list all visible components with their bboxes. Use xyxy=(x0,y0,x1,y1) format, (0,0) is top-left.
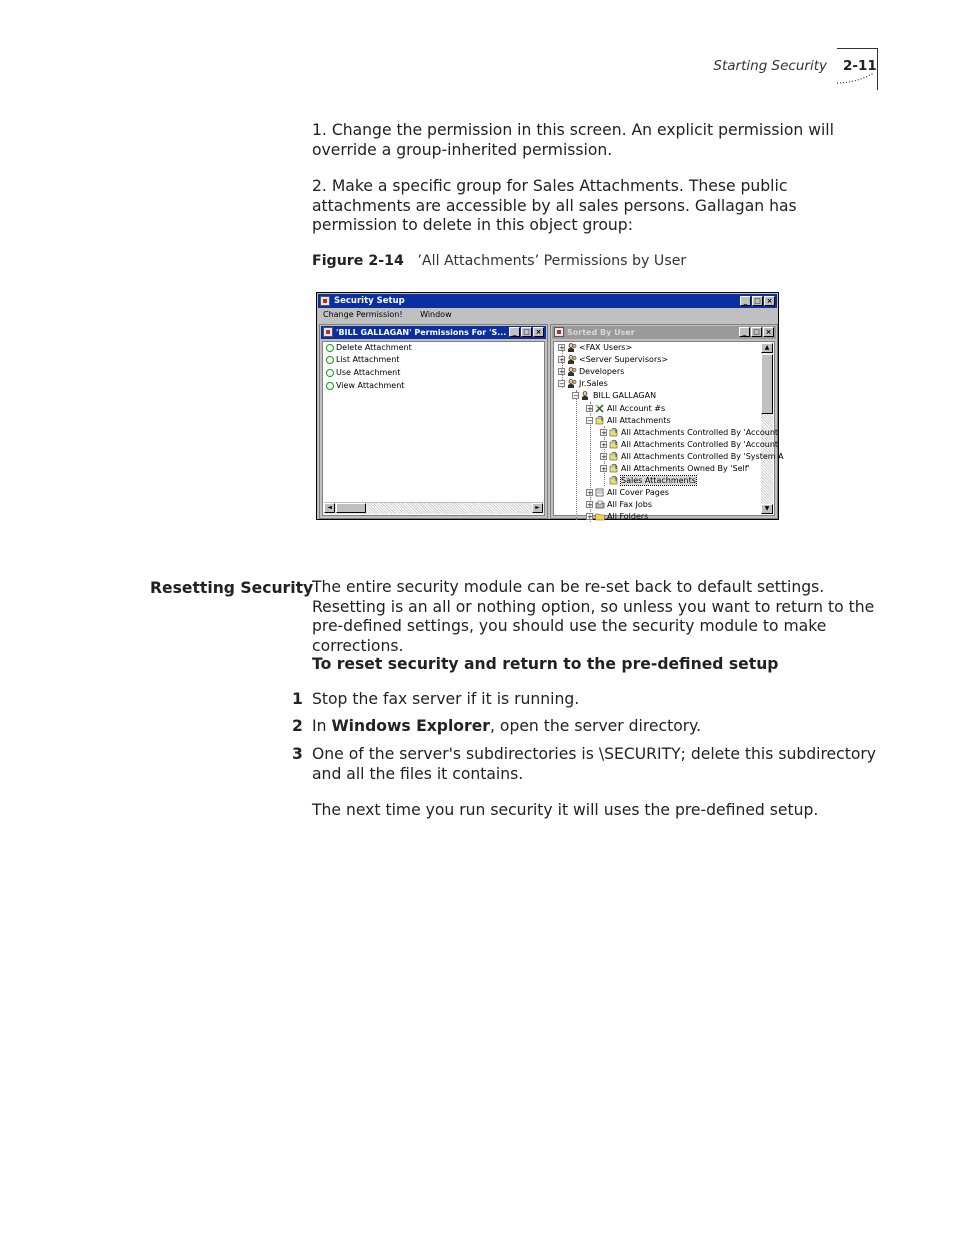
tree-item-label: All Attachments Controlled By 'System A xyxy=(621,451,784,461)
cover-page-icon xyxy=(595,488,607,497)
permission-item[interactable]: View Attachment xyxy=(326,380,404,392)
scroll-left-arrow-icon[interactable]: ◄ xyxy=(324,503,335,513)
collapse-icon[interactable]: − xyxy=(587,416,593,425)
intro-paragraph-2: 2. Make a specific group for Sales Attachments. These public attachments are accessible by all sales persons. Gallagan has permission to delete in this object group: xyxy=(312,177,797,235)
step-number: 2 xyxy=(292,717,303,735)
scroll-down-arrow-icon[interactable]: ▼ xyxy=(761,504,773,514)
expand-icon[interactable]: + xyxy=(587,489,593,498)
collapse-icon[interactable]: − xyxy=(559,380,565,389)
tree-item[interactable] xyxy=(558,342,632,354)
step-number: 3 xyxy=(292,745,303,763)
attachment-icon xyxy=(609,452,621,461)
section-body: The entire security module can be re-set back to default settings. Resetting is an all or nothing option, so unless you want to return to the pre-defined settings, you should use the security module to make corrections. xyxy=(312,578,875,655)
tree-item-label: <Server Supervisors> xyxy=(579,355,669,365)
scroll-up-arrow-icon[interactable]: ▲ xyxy=(761,343,773,353)
tree-item-label: All Attachments Owned By 'Self' xyxy=(621,464,750,473)
ui-term: Windows Explorer xyxy=(331,717,490,735)
figure-caption-text: ’All Attachments’ Permissions by User xyxy=(417,253,687,269)
granted-circle-icon xyxy=(326,382,334,390)
horizontal-scrollbar[interactable] xyxy=(324,502,543,514)
sorted-by-user-pane xyxy=(550,324,784,522)
window-title: Security Setup xyxy=(334,296,405,306)
scroll-thumb[interactable] xyxy=(336,503,366,513)
attachment-icon xyxy=(595,416,607,425)
tree-item-label: All Attachments Controlled By 'Account xyxy=(621,427,779,437)
procedure-title: To reset security and return to the pre-defined setup xyxy=(312,655,779,673)
menu-bar xyxy=(318,309,777,321)
menu-change-permission[interactable]: Change Permission! xyxy=(323,310,403,319)
tree-item[interactable] xyxy=(586,415,671,427)
header-rule-vertical xyxy=(877,48,878,90)
tree-item-label: All Attachments xyxy=(607,415,671,425)
key-icon xyxy=(595,404,607,413)
pane-close-button[interactable]: × xyxy=(533,327,544,337)
attachment-icon xyxy=(609,464,621,473)
granted-circle-icon xyxy=(326,356,334,364)
minimize-button[interactable]: _ xyxy=(740,296,751,306)
tree-item-label: All Cover Pages xyxy=(607,488,669,498)
window-titlebar xyxy=(318,294,777,308)
expand-icon[interactable]: + xyxy=(587,513,593,522)
attachment-icon xyxy=(609,476,621,485)
group-icon xyxy=(567,379,579,388)
permissions-pane xyxy=(319,324,548,519)
tree-item[interactable] xyxy=(586,499,652,511)
close-button[interactable]: × xyxy=(764,296,775,306)
app-icon xyxy=(320,296,330,306)
menu-window[interactable]: Window xyxy=(420,310,452,319)
expand-icon[interactable]: + xyxy=(601,428,607,437)
pane-minimize-button[interactable]: _ xyxy=(739,327,750,337)
step-text: In Windows Explorer, open the server directory. xyxy=(312,717,702,735)
pane-minimize-button[interactable]: _ xyxy=(509,327,520,337)
expand-icon[interactable]: + xyxy=(601,452,607,461)
scroll-thumb[interactable] xyxy=(761,354,773,414)
permissions-pane-title: 'BILL GALLAGAN' Permissions For 'S... xyxy=(336,328,507,337)
tree-connector xyxy=(576,390,577,520)
tree-item[interactable] xyxy=(586,511,648,523)
tree-item[interactable] xyxy=(558,366,624,378)
attachment-icon xyxy=(609,440,621,449)
group-icon xyxy=(567,355,579,364)
permissions-list xyxy=(322,341,545,516)
step-number: 1 xyxy=(292,690,303,708)
permission-item[interactable]: Delete Attachment xyxy=(326,342,412,354)
closing-paragraph: The next time you run security it will uses the pre-defined setup. xyxy=(312,801,819,819)
tree-item[interactable] xyxy=(600,427,778,439)
collapse-icon[interactable]: − xyxy=(573,392,579,401)
expand-icon[interactable]: + xyxy=(559,344,565,352)
expand-icon[interactable]: + xyxy=(587,404,593,413)
tree-item[interactable] xyxy=(572,390,656,402)
section-heading: Resetting Security xyxy=(150,579,314,597)
fax-icon xyxy=(595,500,607,509)
user-tree xyxy=(553,341,784,522)
running-header-title: Starting Security xyxy=(713,58,827,74)
pane-icon xyxy=(323,327,333,337)
tree-item[interactable] xyxy=(600,463,750,475)
tree-item[interactable] xyxy=(558,378,608,390)
step-text: Stop the fax server if it is running. xyxy=(312,690,580,708)
granted-circle-icon xyxy=(326,369,334,377)
header-dotted-curve xyxy=(836,72,876,86)
pane-icon xyxy=(554,327,564,337)
permissions-pane-titlebar xyxy=(321,326,546,339)
expand-icon[interactable]: + xyxy=(587,501,593,510)
pane-maximize-button[interactable]: □ xyxy=(751,327,762,337)
folder-icon xyxy=(595,512,607,521)
group-icon xyxy=(567,343,579,352)
header-rule-horizontal xyxy=(837,48,878,49)
tree-item[interactable] xyxy=(600,475,696,487)
maximize-button[interactable]: □ xyxy=(752,296,763,306)
intro-paragraph-1: 1. Change the permission in this screen. An explicit permission will override a group-inherited permission. xyxy=(312,121,834,159)
tree-item-label: Jr.Sales xyxy=(579,379,608,389)
tree-item[interactable] xyxy=(586,403,665,415)
tree-item-label: All Account #s xyxy=(607,403,666,413)
tree-item[interactable] xyxy=(600,439,778,451)
figure-label: Figure 2-14 xyxy=(312,253,404,269)
expand-icon[interactable]: + xyxy=(559,356,565,365)
tree-item-label: BILL GALLAGAN xyxy=(593,391,657,401)
sorted-pane-titlebar xyxy=(552,326,776,339)
tree-item-label: <FAX Users> xyxy=(579,343,633,352)
permission-item[interactable]: Use Attachment xyxy=(326,367,400,379)
scroll-right-arrow-icon[interactable]: ► xyxy=(532,503,543,513)
tree-item-label: All Fax Jobs xyxy=(607,500,653,510)
tree-item-label: Sales Attachments xyxy=(621,476,696,486)
tree-item-label: All Folders xyxy=(607,512,649,522)
figure-caption xyxy=(312,253,686,269)
sorted-pane-title: Sorted By User xyxy=(567,328,635,337)
security-setup-window xyxy=(316,292,784,522)
step-text: One of the server's subdirectories is \SECURITY; delete this subdirectory and all the files it contains. xyxy=(312,745,876,783)
tree-item[interactable] xyxy=(558,354,668,366)
page-number: 2-11 xyxy=(843,58,877,74)
tree-item[interactable] xyxy=(586,487,669,499)
pane-maximize-button[interactable]: □ xyxy=(521,327,532,337)
group-icon xyxy=(567,367,579,376)
pane-close-button[interactable]: × xyxy=(763,327,774,337)
expand-icon[interactable]: + xyxy=(601,465,607,473)
tree-item-label: All Attachments Controlled By 'Account xyxy=(621,439,779,449)
tree-item-label: Developers xyxy=(579,367,625,377)
attachment-icon xyxy=(609,428,621,437)
permission-item[interactable]: List Attachment xyxy=(326,354,399,366)
user-icon xyxy=(581,391,593,400)
expand-icon[interactable]: + xyxy=(601,440,607,449)
tree-item[interactable] xyxy=(600,451,784,463)
granted-circle-icon xyxy=(326,344,334,352)
expand-icon[interactable]: + xyxy=(559,368,565,377)
